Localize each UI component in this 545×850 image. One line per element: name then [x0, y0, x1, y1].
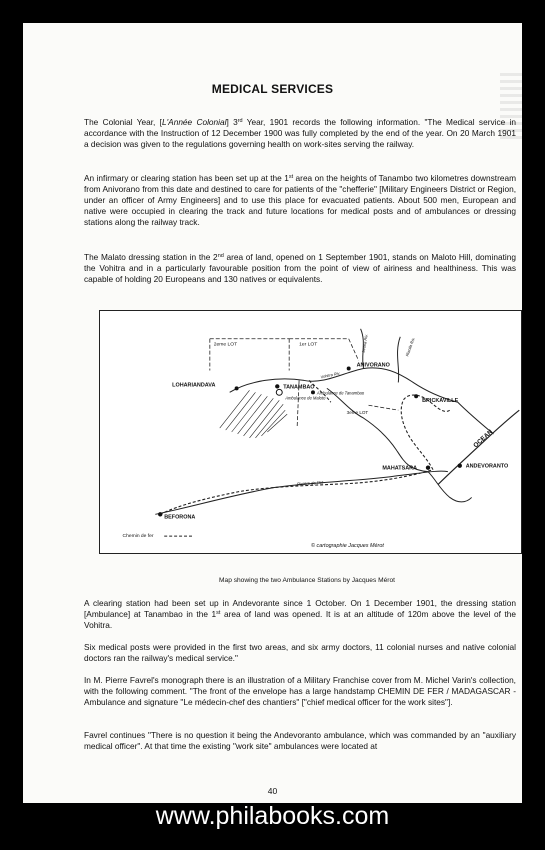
amb-tanambao-label: Ambulance de Tanambao	[316, 390, 365, 396]
text-run: Six medical posts were provided in the first two areas, and six army doctors, 11 colonial nurses and native colonial doctors ran the railway's medical service."	[84, 642, 516, 663]
text-run: st	[216, 610, 221, 616]
text-run: An infirmary or clearing station has been set up at the 1	[84, 173, 289, 183]
town-dot-anivorano	[347, 367, 351, 371]
hill-hatching	[220, 390, 287, 438]
anivorano-label: ANIVORANO	[356, 362, 390, 369]
text-run: area of land was opened. It is at an altitude of 120m above the level of the Vohitra.	[84, 609, 516, 630]
text-run: A clearing station had been set up in Andevorante since 1 October. On 1 December 1901, the dressing station [Ambulance] at Tanambao in the 1	[84, 598, 516, 619]
text-run: rd	[237, 118, 243, 124]
lot1-label: 1er LOT	[299, 342, 318, 348]
book-page	[23, 23, 522, 803]
town-dot-beforona	[158, 512, 162, 516]
text-run: nd	[217, 253, 224, 259]
text-run: st	[288, 174, 294, 180]
paragraph-4	[84, 598, 516, 631]
brickaville-label: BRICKAVILLE	[422, 398, 459, 405]
map-drawing	[100, 311, 521, 553]
rianila-label: Rianila Riv.	[404, 336, 416, 357]
valley-river	[327, 388, 428, 471]
iet-label: Rivière de l'Iet	[296, 479, 324, 487]
map-credit: © cartographie Jacques Mérot	[310, 543, 384, 550]
text-run: In M. Pierre Favrel's monograph there is an illustration of a Military Franchise cover from M. Michel Varin's collection, with the following comment. "The front of the envelope has a large handstamp CHEMIN DE FER / MADAGASCAR - Ambulance and signature "Le médecin-chef des chantiers" ["chief medical officer for the work sites"].	[84, 675, 516, 707]
text-run: L'Année Colonial	[161, 117, 227, 127]
town-dot-loharian	[235, 386, 239, 390]
text-run: Year, 1901 records the following information. "The Medical service in accordance with the Instruction of 12 December 1900 was fully completed by the end of the year. On 20 March 1901 a decision was given to the regulations governing health on work-sites serving the railway.	[84, 117, 516, 149]
paragraph-6	[84, 675, 516, 708]
town-dot-andevoranto	[458, 464, 462, 468]
text-run: area on the heights of Tanambo two kilometres downstream from Anivorano from this date and destined to care for patients of the "chefferie" [Military Engineers District or Region, under an officer of Army Engineers] and to use this place for evacuated patients. About 500 men, European and native were occupied in clearing the track and future locations for medical posts and of ambulances or dressing stations along the railway track.	[84, 173, 516, 227]
site-watermark: www.philabooks.com	[155, 802, 390, 830]
text-run: area of land, opened on 1 September 1901, stands on Maloto Hill, dominating the Vohitra and in a particularly favourable position from the point of view of airiness and healthiness. This was capable of holding 20 Europeans and 130 natives or equivalents.	[84, 252, 516, 284]
page-number: 40	[267, 786, 278, 796]
ocean-label: OCEAN	[472, 428, 495, 450]
town-dot-brickaville	[414, 394, 418, 398]
text-run: ] 3	[226, 117, 238, 127]
rianila-upper-river	[398, 337, 401, 383]
beforona-label: BEFORONA	[164, 514, 196, 521]
estuary	[428, 472, 472, 502]
text-run: Favrel continues "There is no question it being the Andevoranto ambulance, which was commanded by an "auxiliary medical officer". At that time the existing "work site" ambulances were located at	[84, 730, 516, 751]
vohitra-label: Vohitra Riv.	[320, 370, 341, 380]
text-run: The Colonial Year, [	[84, 117, 162, 127]
lot3-label: 3eme LOT	[346, 410, 369, 416]
town-dot-amb-tanambao	[311, 390, 315, 394]
paragraph-2	[84, 173, 516, 228]
town-dot-mahatsara	[426, 466, 430, 470]
railway-line	[160, 380, 450, 514]
paragraph-3	[84, 252, 516, 285]
andevoranto-label: ANDEVORANTO	[465, 463, 509, 470]
paragraph-7	[84, 730, 516, 752]
map-caption: Map showing the two Ambulance Stations by Jacques Mérot	[219, 577, 395, 584]
paragraph-1	[84, 117, 516, 150]
paragraph-5	[84, 642, 516, 664]
amb-maloto-label: Ambulance de Maloto	[285, 395, 326, 401]
lot2-label: 2eme LOT	[213, 342, 238, 348]
iet-river	[155, 471, 448, 514]
page-title: MEDICAL SERVICES	[211, 82, 334, 96]
railway-map	[99, 310, 522, 554]
tanambao-label: TANAMBAO	[283, 384, 315, 391]
town-dot-tanambao	[275, 384, 279, 388]
loharian-label: LOHARIANDAVA	[172, 382, 216, 389]
iaroka-label: Iaroka Riv.	[360, 333, 369, 353]
legend-label: Chemin de fer	[122, 534, 154, 540]
ambulance-maloto-marker	[276, 389, 282, 395]
mahatsara-label: MAHATSARA	[382, 465, 418, 472]
text-run: The Malato dressing station in the 2	[84, 252, 218, 262]
